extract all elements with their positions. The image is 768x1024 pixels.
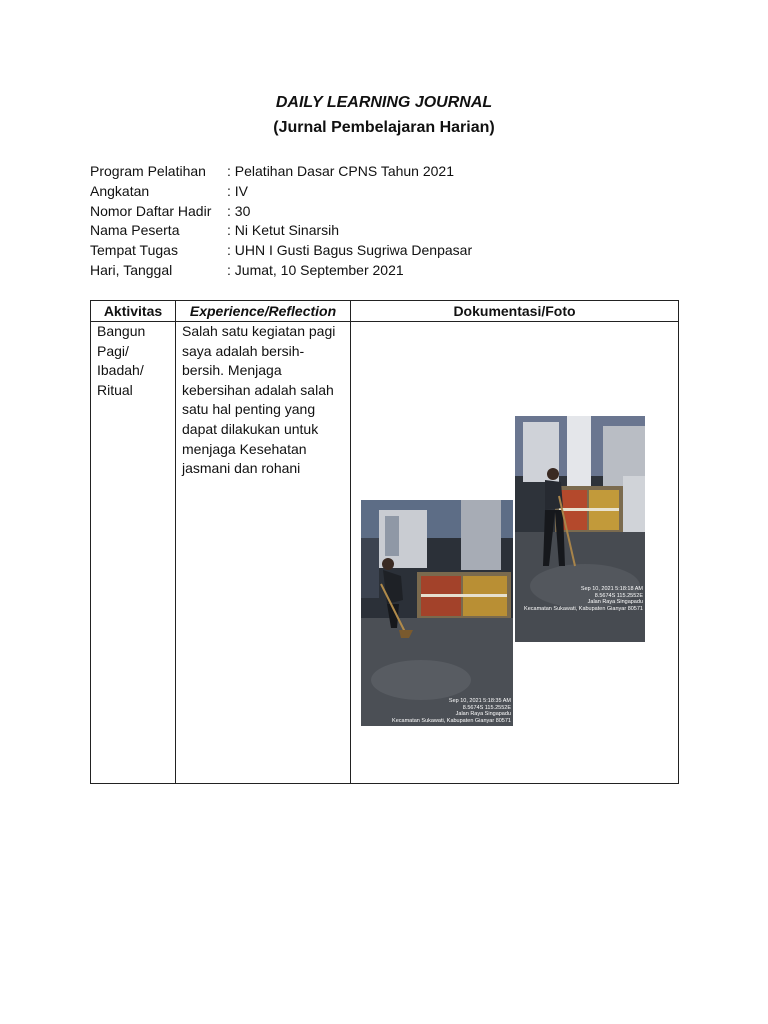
documentation-photo xyxy=(515,416,645,642)
reflection-line: dapat dilakukan untuk xyxy=(182,420,319,437)
reflection-line: Salah satu kegiatan pagi xyxy=(182,323,336,339)
reflection-line: saya adalah bersih- xyxy=(182,342,305,359)
info-row-nomor xyxy=(90,202,690,222)
documentation-photo xyxy=(361,500,513,726)
info-value: : Ni Ketut Sinarsih xyxy=(227,222,340,239)
reflection-line: bersih. Menjaga xyxy=(182,362,282,379)
journal-table xyxy=(90,300,679,784)
stamp-line: Kecamatan Sukawati, Kabupaten Gianyar 80571 xyxy=(392,717,511,724)
table-row xyxy=(91,322,679,784)
photo-timestamp xyxy=(392,698,511,724)
journal-title: DAILY LEARNING JOURNAL xyxy=(275,94,493,111)
activity-line: Bangun xyxy=(97,323,146,339)
info-value: : 30 xyxy=(227,202,251,219)
header-aktivitas: Aktivitas xyxy=(91,301,176,322)
journal-subtitle: (Jurnal Pembelajaran Harian) xyxy=(273,119,495,136)
info-value: : IV xyxy=(227,182,249,199)
info-label: Hari, Tanggal xyxy=(90,261,173,278)
info-label: Program Pelatihan xyxy=(90,163,206,179)
photo-cell xyxy=(351,322,679,784)
stamp-line: Sep 10, 2021 5:18:18 AM xyxy=(580,586,643,592)
header-dokumentasi: Dokumentasi/Foto xyxy=(351,301,679,322)
info-value: : Jumat, 10 September 2021 xyxy=(227,261,404,278)
info-row-tanggal xyxy=(90,261,690,281)
stamp-line: 8.5674S 115.2552E xyxy=(594,592,643,599)
stamp-line: 8.5674S 115.2552E xyxy=(462,704,511,711)
reflection-cell xyxy=(176,322,351,784)
activity-cell xyxy=(91,322,176,784)
info-label: Angkatan xyxy=(90,182,150,199)
stamp-line: Kecamatan Sukawati, Kabupaten Gianyar 80571 xyxy=(524,605,643,612)
info-row-tempat xyxy=(90,241,690,261)
photo-timestamp xyxy=(524,586,643,612)
activity-line: Pagi/ xyxy=(97,342,129,359)
stamp-line: Jalan Raya Singapadu xyxy=(455,711,511,717)
info-label: Tempat Tugas xyxy=(90,242,178,259)
reflection-line: menjaga Kesehatan xyxy=(182,440,307,457)
info-row-nama xyxy=(90,221,690,241)
stamp-line: Sep 10, 2021 5:18:35 AM xyxy=(448,698,511,704)
reflection-line: satu hal penting yang xyxy=(182,401,316,418)
info-row-angkatan xyxy=(90,182,690,202)
stamp-line: Jalan Raya Singapadu xyxy=(587,599,643,605)
photo-scene-sweeping xyxy=(361,500,513,726)
table-header-row xyxy=(91,301,679,322)
activity-line: Ibadah/ xyxy=(97,362,144,379)
reflection-line: kebersihan adalah salah xyxy=(182,381,334,398)
info-label: Nama Peserta xyxy=(90,222,180,239)
info-value: : UHN I Gusti Bagus Sugriwa Denpasar xyxy=(227,242,473,259)
participant-info xyxy=(90,162,690,281)
info-row-program xyxy=(90,162,690,182)
activity-line: Ritual xyxy=(97,381,133,398)
info-label: Nomor Daftar Hadir xyxy=(90,202,212,219)
reflection-line: jasmani dan rohani xyxy=(182,460,301,477)
header-experience: Experience/Reflection xyxy=(176,301,351,322)
info-value: : Pelatihan Dasar CPNS Tahun 2021 xyxy=(227,163,454,179)
